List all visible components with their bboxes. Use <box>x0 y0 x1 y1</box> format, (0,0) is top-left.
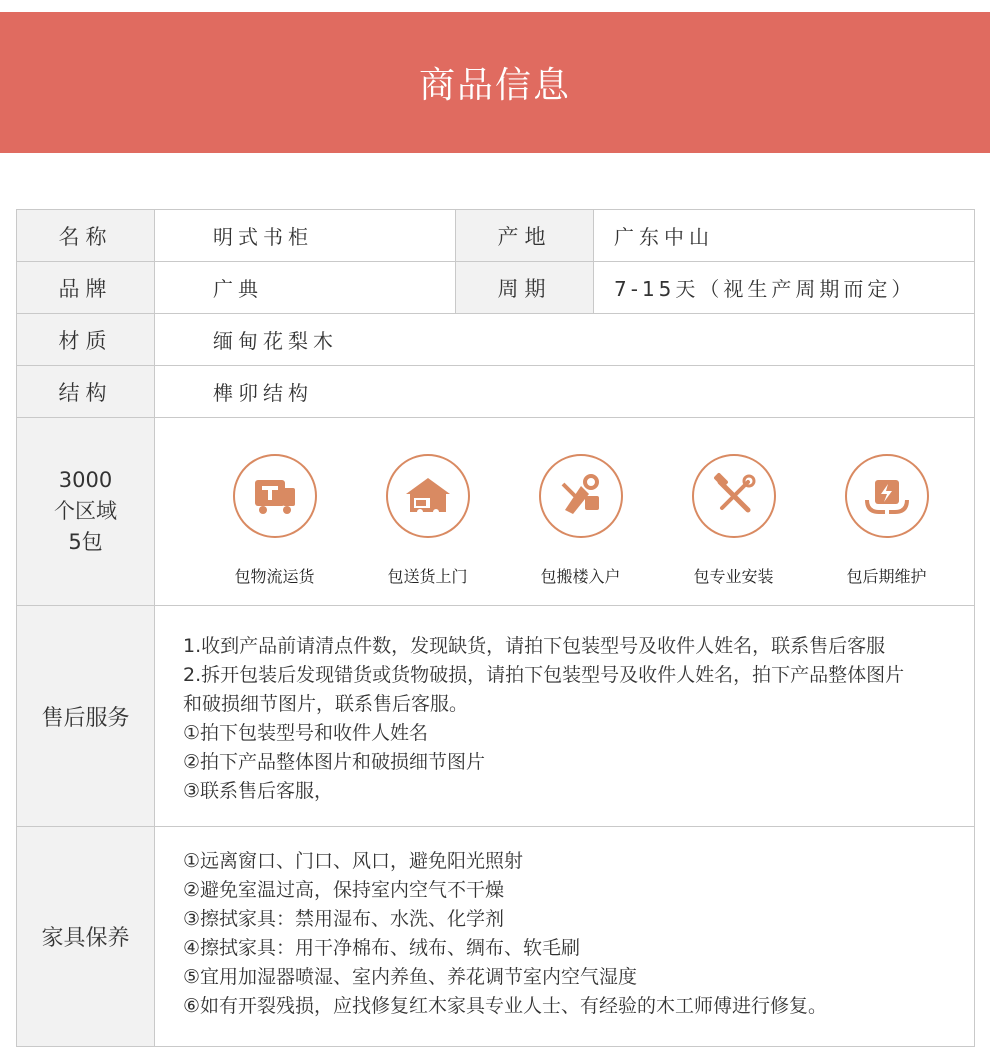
row-after-sales <box>17 606 974 827</box>
product-info-table <box>16 209 975 1047</box>
care-line: ⑤宜用加湿器喷湿、室内养鱼、养花调节室内空气湿度 <box>183 966 638 988</box>
after-sales-line: ①拍下包装型号和收件人姓名 <box>183 722 429 744</box>
after-sales-line: 和破损细节图片，联系售后客服。 <box>183 693 469 715</box>
after-sales-line: 2.拆开包装后发现错货或货物破损，请拍下包装型号及收件人姓名，拍下产品整体图片 <box>183 664 905 686</box>
after-sales-text <box>155 606 974 826</box>
services-label-line: 5包 <box>68 530 103 554</box>
material-label: 材质 <box>17 314 155 365</box>
material-value: 缅甸花梨木 <box>213 329 338 353</box>
care-line: ⑥如有开裂残损，应找修复红木家具专业人士、有经验的木工师傅进行修复。 <box>183 995 828 1017</box>
services-label-line: 3000 <box>58 468 113 492</box>
services-label-line: 个区域 <box>54 499 117 523</box>
care-line: ③擦拭家具：禁用湿布、水洗、化学剂 <box>183 908 505 930</box>
page-title: 商品信息 <box>418 65 571 106</box>
row-brand-period <box>17 262 974 314</box>
after-sales-line: 1.收到产品前请清点件数，发现缺货，请拍下包装型号及收件人姓名，联系售后客服 <box>183 635 886 657</box>
care-line: ②避免室温过高，保持室内空气不干燥 <box>183 879 505 901</box>
care-text <box>155 827 974 1046</box>
service-label: 包物流运货 <box>234 567 315 586</box>
care-line: ①远离窗口、门口、风口，避免阳光照射 <box>183 850 524 872</box>
after-sales-label: 售后服务 <box>17 606 155 826</box>
service-item <box>504 454 657 605</box>
service-item <box>198 454 351 605</box>
services-label <box>17 418 155 605</box>
maintenance-icon <box>845 454 929 538</box>
brand-value: 广典 <box>155 262 456 313</box>
services-list <box>155 418 974 605</box>
origin-value: 广东中山 <box>614 225 714 249</box>
service-item <box>657 454 810 605</box>
after-sales-line: ②拍下产品整体图片和破损细节图片 <box>183 751 486 773</box>
period-label: 周期 <box>456 262 594 313</box>
row-name-origin <box>17 210 974 262</box>
header-banner <box>0 12 990 153</box>
row-material <box>17 314 974 366</box>
service-item <box>351 454 504 605</box>
service-label: 包送货上门 <box>387 567 468 586</box>
row-furniture-care <box>17 827 974 1047</box>
truck-icon <box>233 454 317 538</box>
structure-label: 结构 <box>17 366 155 417</box>
care-label: 家具保养 <box>17 827 155 1046</box>
movers-icon <box>539 454 623 538</box>
service-label: 包后期维护 <box>846 567 927 586</box>
service-label: 包搬楼入户 <box>540 567 621 586</box>
period-value: 7-15天（视生产周期而定） <box>614 277 916 301</box>
name-value: 明式书柜 <box>155 210 456 261</box>
origin-label: 产地 <box>456 210 594 261</box>
house-delivery-icon <box>386 454 470 538</box>
row-services <box>17 418 974 606</box>
structure-value: 榫卯结构 <box>213 381 313 405</box>
after-sales-line: ③联系售后客服， <box>183 780 334 802</box>
care-line: ④擦拭家具：用干净棉布、绒布、绸布、软毛刷 <box>183 937 581 959</box>
brand-label: 品牌 <box>17 262 155 313</box>
tools-icon <box>692 454 776 538</box>
service-label: 包专业安装 <box>693 567 774 586</box>
name-label: 名称 <box>17 210 155 261</box>
service-item <box>810 454 963 605</box>
row-structure <box>17 366 974 418</box>
